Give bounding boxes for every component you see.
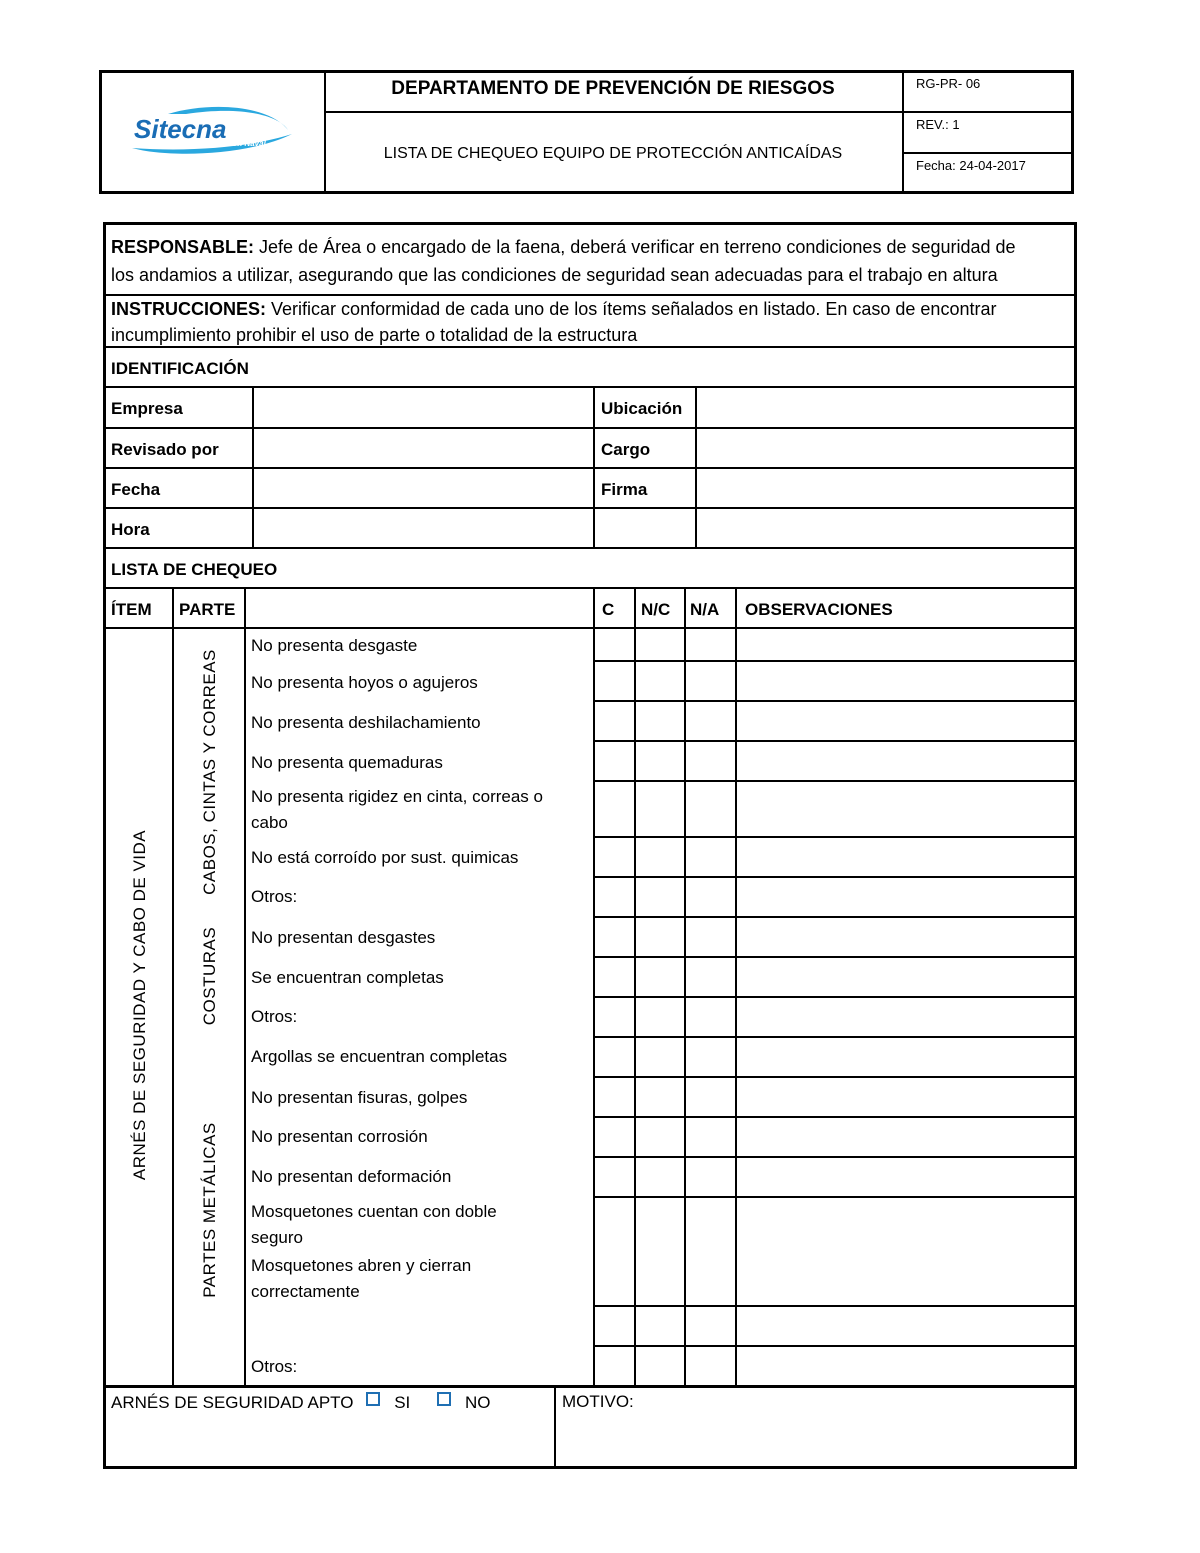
- footer-line: [103, 1385, 1077, 1388]
- instrucciones-line-1: [111, 299, 996, 320]
- header-row-divider: [324, 111, 1074, 113]
- check-row-text: seguro: [251, 1228, 303, 1247]
- apto-line: [111, 1392, 491, 1413]
- col-obs-header: OBSERVACIONES: [745, 600, 893, 619]
- part-costuras-vertical: COSTURAS: [200, 926, 219, 1026]
- firma-label: Firma: [601, 480, 648, 499]
- identificacion-title: IDENTIFICACIÓN: [111, 359, 249, 378]
- firma-field[interactable]: [697, 469, 1075, 507]
- check-row-text: No presenta rigidez en cinta, correas o: [251, 787, 543, 806]
- check-row-text: No presentan desgastes: [251, 928, 436, 947]
- cargo-label: Cargo: [601, 440, 651, 459]
- apto-label: ARNÉS DE SEGURIDAD APTO: [111, 1393, 354, 1412]
- check-row-text: correctamente: [251, 1282, 360, 1301]
- ubicacion-label: Ubicación: [601, 399, 683, 418]
- item-label-vertical: ARNÉS DE SEGURIDAD Y CABO DE VIDA: [130, 829, 149, 1181]
- check-row-text: Argollas se encuentran completas: [251, 1047, 508, 1066]
- check-row-text: No presentan fisuras, golpes: [251, 1088, 468, 1107]
- check-row-line: [593, 740, 1077, 742]
- check-col-line: [172, 587, 174, 1385]
- document-code: RG-PR- 06: [916, 76, 981, 91]
- check-row-line: [593, 700, 1077, 702]
- apto-si-checkbox[interactable]: [366, 1392, 380, 1406]
- check-row-line: [593, 916, 1077, 918]
- col-nc-header: N/C: [641, 600, 671, 619]
- apto-no-checkbox[interactable]: [437, 1392, 451, 1406]
- revisado-por-label: Revisado por: [111, 440, 219, 459]
- id-col-line: [593, 386, 595, 547]
- apto-si-label: SI: [394, 1393, 411, 1412]
- instrucciones-text-1: Verificar conformidad de cada uno de los ítems señalados en listado. En caso de encontrar: [271, 299, 997, 319]
- company-logo: [128, 100, 298, 160]
- logo-brand-text: Sitecna: [134, 114, 227, 144]
- hora-label: Hora: [111, 520, 150, 539]
- check-row-line: [593, 956, 1077, 958]
- check-row-text: Mosquetones abren y cierran: [251, 1256, 472, 1275]
- check-row-line: [593, 1305, 1077, 1307]
- check-row-text: No presenta deshilachamiento: [251, 713, 481, 732]
- apto-no-label: NO: [465, 1393, 491, 1412]
- header-divider-code: [902, 70, 904, 194]
- motivo-label: MOTIVO:: [562, 1392, 634, 1411]
- check-row-text: Otros:: [251, 1357, 298, 1376]
- instrucciones-text-2: incumplimiento prohibir el uso de parte o totalidad de la estructura: [111, 325, 638, 345]
- revisado-por-field[interactable]: [254, 429, 593, 467]
- checklist-title: LISTA DE CHEQUEO: [111, 560, 278, 579]
- check-row-line: [593, 996, 1077, 998]
- check-row-line: [593, 1345, 1077, 1347]
- empresa-field[interactable]: [254, 388, 593, 427]
- check-row-text: Otros:: [251, 1007, 298, 1026]
- col-c-header: C: [602, 600, 615, 619]
- check-col-line: [593, 587, 595, 1385]
- check-col-line: [684, 587, 686, 1385]
- row-line: [103, 294, 1077, 296]
- check-row-line: [593, 1036, 1077, 1038]
- check-row-text: Otros:: [251, 887, 298, 906]
- hora-field[interactable]: [254, 509, 593, 547]
- ubicacion-field[interactable]: [697, 388, 1075, 427]
- header-code-divider: [902, 152, 1074, 154]
- responsable-label: RESPONSABLE:: [111, 237, 255, 257]
- check-row-text: cabo: [251, 813, 288, 832]
- row-line: [103, 547, 1077, 549]
- check-row-text: No presentan deformación: [251, 1167, 452, 1186]
- responsable-text-2: los andamios a utilizar, asegurando que las condiciones de seguridad sean adecuadas para el trabajo en altura: [111, 265, 998, 285]
- cargo-field[interactable]: [697, 429, 1075, 467]
- check-row-line: [593, 1076, 1077, 1078]
- check-row-text: Se encuentran completas: [251, 968, 444, 987]
- document-revision: REV.: 1: [916, 117, 960, 132]
- responsable-text-1: Jefe de Área o encargado de la faena, deberá verificar en terreno condiciones de seguridad de: [259, 237, 1016, 257]
- row-line: [103, 627, 1077, 629]
- logo-tagline-text: Innovación Naval: [200, 139, 266, 148]
- check-row-line: [593, 1156, 1077, 1158]
- row-line: [103, 346, 1077, 348]
- footer-divider: [554, 1385, 556, 1469]
- check-row-line: [593, 1196, 1077, 1198]
- check-row-text: Mosquetones cuentan con doble: [251, 1202, 497, 1221]
- fecha-label: Fecha: [111, 480, 161, 499]
- check-col-line: [244, 587, 246, 1385]
- instrucciones-label: INSTRUCCIONES:: [111, 299, 267, 319]
- fecha-field[interactable]: [254, 469, 593, 507]
- document-title: LISTA DE CHEQUEO EQUIPO DE PROTECCIÓN ANTICAÍDAS: [383, 145, 843, 162]
- check-row-line: [593, 780, 1077, 782]
- check-col-line: [735, 587, 737, 1385]
- check-row-line: [593, 876, 1077, 878]
- department-title: DEPARTAMENTO DE PREVENCIÓN DE RIESGOS: [391, 78, 835, 99]
- check-row-text: No presenta quemaduras: [251, 753, 443, 772]
- check-row-text: No presenta hoyos o agujeros: [251, 673, 478, 692]
- row-line: [103, 587, 1077, 589]
- check-row-text: No presenta desgaste: [251, 636, 418, 655]
- check-row-line: [593, 1116, 1077, 1118]
- col-parte-header: PARTE: [179, 600, 236, 619]
- col-item-header: ÍTEM: [111, 600, 152, 619]
- responsable-line-1: [111, 237, 1016, 258]
- part-cabos-vertical: CABOS, CINTAS Y CORREAS: [200, 649, 219, 895]
- document-date: Fecha: 24-04-2017: [916, 158, 1026, 173]
- check-row-line: [593, 660, 1077, 662]
- check-row-text: No presentan corrosión: [251, 1127, 428, 1146]
- check-row-line: [593, 836, 1077, 838]
- check-col-line: [634, 587, 636, 1385]
- motivo-field[interactable]: [557, 1418, 1075, 1467]
- check-row-text: No está corroído por sust. quimicas: [251, 848, 519, 867]
- col-na-header: N/A: [690, 600, 720, 619]
- part-metalicas-vertical: PARTES METÁLICAS: [200, 1122, 219, 1298]
- empresa-label: Empresa: [111, 399, 183, 418]
